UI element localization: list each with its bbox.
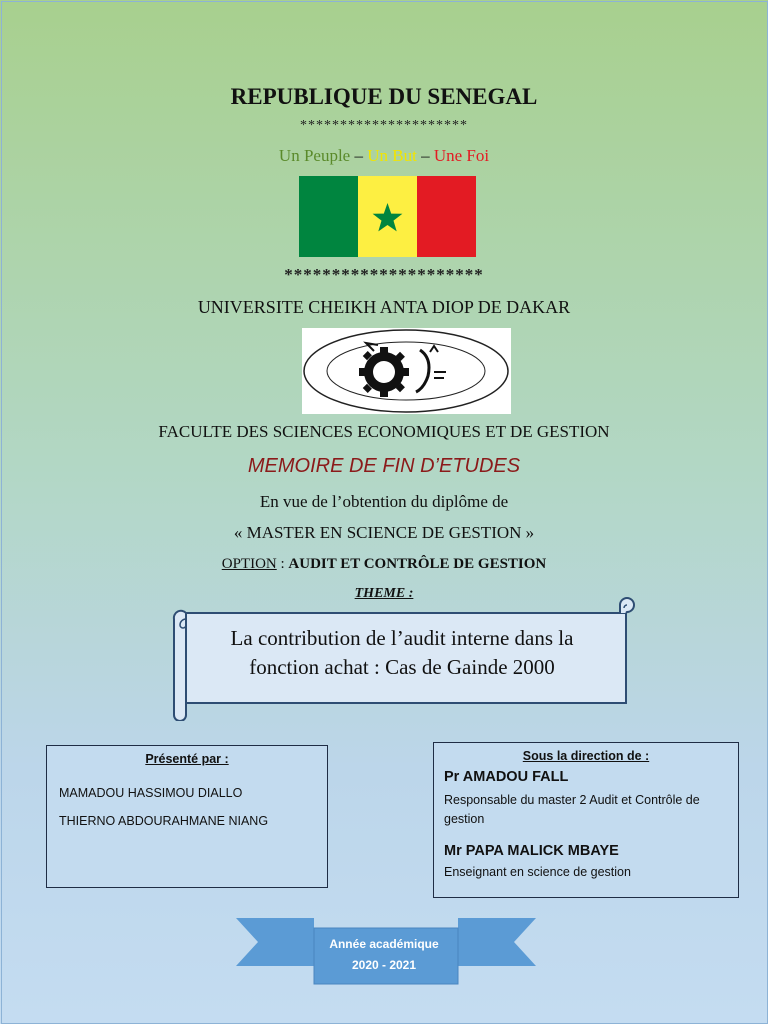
republic-heading: REPUBLIQUE DU SENEGAL [230, 84, 538, 109]
memoire-title: MEMOIRE DE FIN D’ETUDES [247, 455, 521, 477]
motto-part-2: Un But [367, 146, 417, 165]
option-value: AUDIT ET CONTRÔLE DE GESTION [288, 556, 547, 572]
motto-separator-2: – [416, 146, 434, 165]
motto-separator-1: – [350, 146, 368, 165]
stars-divider-bottom: ********************* [284, 265, 484, 284]
supervision-box [433, 742, 739, 898]
motto-part-3: Une Foi [433, 146, 490, 165]
university-seal-logo [302, 328, 511, 414]
option-separator: : [276, 556, 289, 572]
thesis-title-line-1: La contribution de l’audit interne dans la [230, 626, 574, 650]
supervision-heading: Sous la direction de : [522, 749, 650, 763]
faculty-name: FACULTE DES SCIENCES ECONOMIQUES ET DE GESTION [158, 422, 610, 441]
flag-green-band [299, 176, 358, 257]
option-line [0, 556, 768, 573]
presented-by-box [46, 745, 328, 888]
thesis-title [192, 624, 612, 682]
author-name: THIERNO ABDOURAHMANE NIANG [59, 814, 269, 828]
senegal-flag [299, 176, 476, 257]
university-name: UNIVERSITE CHEIKH ANTA DIOP DE DAKAR [197, 297, 571, 317]
diploma-purpose: En vue de l’obtention du diplôme de [259, 492, 509, 511]
theme-label: THEME : [354, 586, 414, 601]
national-motto [0, 146, 768, 166]
academic-year-caption: Année académique [329, 937, 439, 951]
supervisor-1-role: Responsable du master 2 Audit et Contrôle de gestion [444, 793, 700, 826]
supervisor-2-name: Mr PAPA MALICK MBAYE [444, 843, 619, 859]
flag-yellow-band [358, 176, 417, 257]
stars-divider-top: ********************* [300, 118, 468, 133]
flag-red-band [417, 176, 476, 257]
motto-part-1: Un Peuple [278, 146, 351, 165]
supervisor-2-role: Enseignant en science de gestion [444, 865, 631, 879]
flag-star-icon [358, 176, 417, 257]
academic-year-value: 2020 - 2021 [351, 958, 417, 972]
author-name: MAMADOU HASSIMOU DIALLO [59, 786, 243, 800]
supervisor-1-name: Pr AMADOU FALL [444, 769, 569, 785]
thesis-title-line-2: fonction achat : Cas de Gainde 2000 [249, 655, 555, 679]
academic-year-label [314, 934, 454, 976]
presented-by-heading: Présenté par : [145, 752, 229, 766]
master-degree: « MASTER EN SCIENCE DE GESTION » [233, 523, 535, 542]
option-label: OPTION [221, 556, 277, 572]
